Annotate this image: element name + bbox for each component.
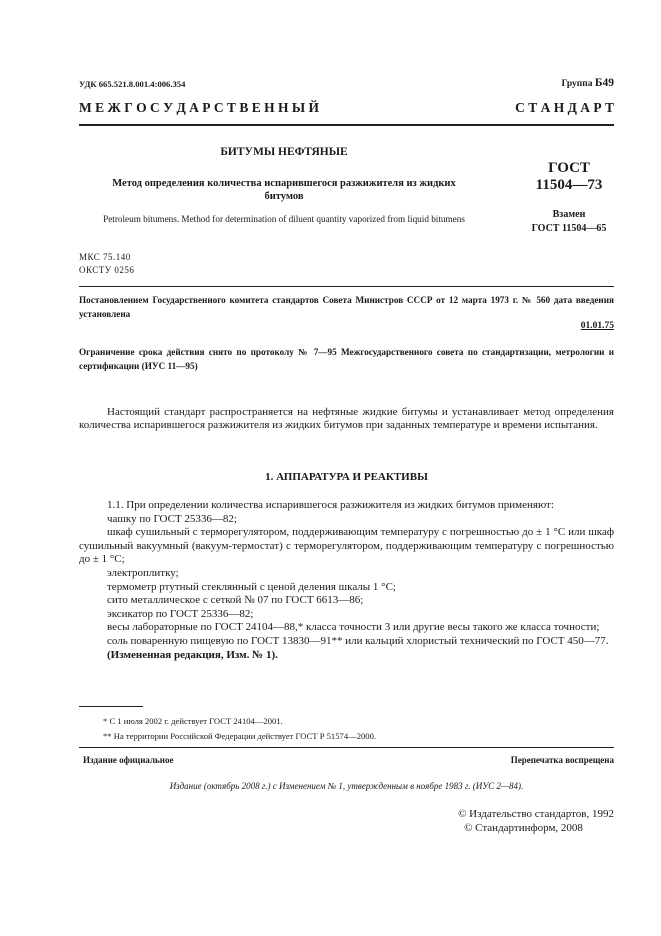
intro-paragraph: Настоящий стандарт распространяется на нефтяные жидкие битумы и устанавливает метод определения количества испарившегося разжижителя из жидких битумов при заданных температуре и времени испытания. [79,406,614,431]
gost-number: 11504—73 [535,177,603,193]
footnote: * С 1 июля 2002 г. действует ГОСТ 24104—2001. [103,716,283,726]
list-item: соль поваренную пищевую по ГОСТ 13830—91** или кальций хлористый технический по ГОСТ 450—77. [107,634,609,647]
edition-note: Издание (октябрь 2008 г.) с Изменением № 1, утвержденным в ноябре 1983 г. (ИУС 2—84). [169,781,524,791]
limitation-text: Ограничение срока действия снято по протоколу № 7—95 Межгосударственного совета по стандартизации, метрологии и сертификации (ИУС 11—95) [79,347,614,371]
list-item: электроплитку; [107,566,179,579]
document-subtitle: Метод определения количества испарившегося разжижителя из жидких битумов [112,178,456,202]
interstate-standard-banner [79,100,614,116]
divider [79,286,614,287]
classification-codes [79,251,134,277]
banner-word-standard: С Т А Н Д А Р Т [515,100,614,115]
clause-1-1: 1.1. При определении количества испарившегося разжижителя из жидких битумов применяют: [107,499,554,511]
group-label [561,77,614,89]
replaces-block [514,208,624,235]
mks-code: МКС 75.140 [79,252,131,262]
gost-label: ГОСТ [548,160,590,176]
list-item: чашку по ГОСТ 25336—82; [107,512,237,525]
copyright-block [458,808,614,835]
group-label-text: Группа [561,79,593,89]
list-item: термометр ртутный стеклянный с ценой деления шкалы 1 °С; [107,580,396,593]
footnote-divider [79,706,143,707]
copyright-line: © Стандартинформ, 2008 [464,821,583,834]
amendment-note: (Измененная редакция, Изм. № 1). [107,648,278,661]
resolution-text: Постановлением Государственного комитета стандартов Совета Министров СССР от 12 марта 1973 г. № 560 дата введения установлена [79,295,614,319]
footnotes [79,714,614,744]
list-item: сито металлическое с сеткой № 07 по ГОСТ 6613—86; [107,594,364,607]
group-code: Б49 [594,77,614,89]
gost-designation [514,160,624,194]
effective-date: 01.01.75 [580,321,614,331]
replaces-label: Взамен [552,209,586,220]
udk-code: УДК 665.521.8.001.4:006.354 [79,79,186,89]
footer-divider [79,747,614,748]
english-title: Petroleum bitumens. Method for determination of diluent quantity vaporized from liquid bitumens [103,214,465,224]
okstu-code: ОКСТУ 0256 [79,265,135,275]
reprint-notice: Перепечатка воспрещена [510,755,614,765]
section-body [79,499,614,662]
banner-word-interstate: М Е Ж Г О С У Д А Р С Т В Е Н Н Ы Й [79,100,320,115]
copyright-line: © Издательство стандартов, 1992 [458,808,614,820]
official-edition-label: Издание официальное [83,755,174,765]
header-divider [79,124,614,126]
list-item: шкаф сушильный с терморегулятором, поддерживающим температуру с погрешностью до ± 1 °С или шкаф сушильный вакуумный (вакуум-термостат) с терморегулятором, поддерживающим температуру с погрешностью до ± 1 °С; [79,526,614,566]
list-item: весы лабораторные по ГОСТ 24104—88,* класса точности 3 или другие весы такого же класса точности; [107,621,600,634]
replaces-value: ГОСТ 11504—65 [531,222,607,234]
footnote: ** На территории Российской Федерации действует ГОСТ Р 51574—2000. [103,731,377,741]
section-heading: 1. АППАРАТУРА И РЕАКТИВЫ [265,471,428,483]
list-item: эксикатор по ГОСТ 25336—82; [107,607,254,620]
document-title: БИТУМЫ НЕФТЯНЫЕ [220,146,348,158]
